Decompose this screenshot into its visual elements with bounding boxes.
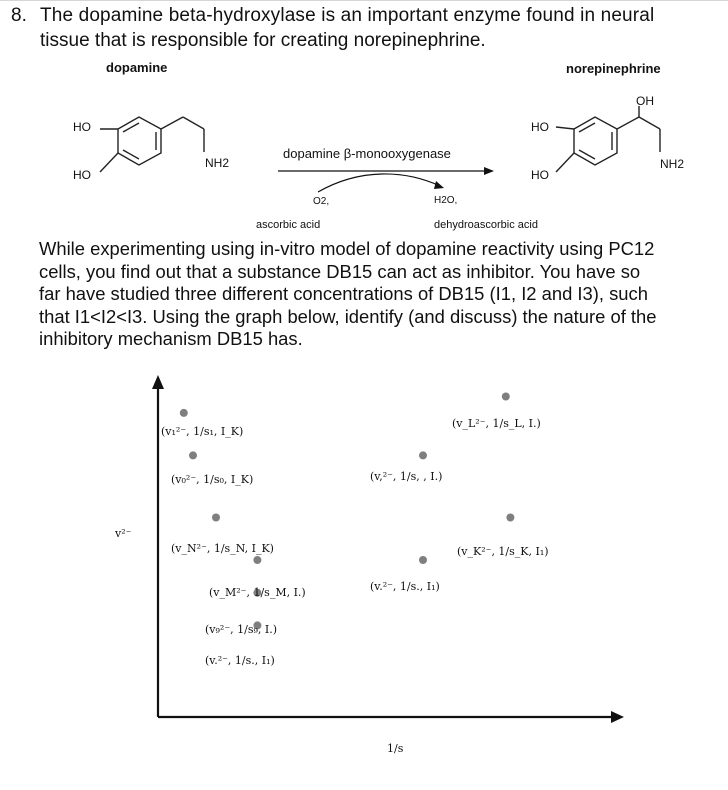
point-label-8: (v,²⁻, 1/s, , I.) xyxy=(370,470,443,483)
data-point-4 xyxy=(253,556,261,564)
y-axis-label: v²⁻ xyxy=(115,527,132,540)
point-label-9: (v_K²⁻, 1/s_K, I₁) xyxy=(457,545,549,558)
paragraph-line-5: inhibitory mechanism DB15 has. xyxy=(39,328,303,349)
data-point-3 xyxy=(212,514,220,522)
paragraph-line-3: far have studied three different concentrations of DB15 (I1, I2 and I3), such xyxy=(39,283,648,304)
norepinephrine-ho-top: HO xyxy=(531,120,549,134)
dopamine-title: dopamine xyxy=(106,60,168,75)
data-point-9 xyxy=(506,514,514,522)
data-point-1 xyxy=(180,409,188,417)
enzyme-label: dopamine β-monooxygenase xyxy=(283,146,451,161)
point-label-3: (v_N²⁻, 1/s_N, I_K) xyxy=(171,542,274,555)
data-point-7 xyxy=(502,393,510,401)
y-axis-arrow xyxy=(152,375,164,389)
point-label-5: (v₉²⁻, 1/s₉, I.) xyxy=(205,623,278,636)
paragraph-line-2: cells, you find out that a substance DB15 can act as inhibitor. You have so xyxy=(39,260,641,282)
point-label-2: (v₀²⁻, 1/s₀, I_K) xyxy=(171,473,254,486)
point-label-1: (v₁²⁻, 1/s₁, I_K) xyxy=(161,425,244,438)
norepinephrine-oh: OH xyxy=(636,94,654,108)
data-point-8 xyxy=(419,451,427,459)
question-line-1: The dopamine beta-hydroxylase is an important enzyme found in neural xyxy=(40,5,655,26)
point-label-10: (v.²⁻, 1/s., I₁) xyxy=(370,580,440,593)
o2-label: O2, xyxy=(313,196,330,207)
norepinephrine-ho-bottom: HO xyxy=(531,168,549,182)
norepinephrine-title: norepinephrine xyxy=(566,61,661,76)
ascorbic-label: ascorbic acid xyxy=(256,219,321,231)
point-label-7: (v_L²⁻, 1/s_L, I.) xyxy=(452,417,541,430)
data-point-2 xyxy=(189,451,197,459)
dopamine-ho-top: HO xyxy=(73,120,91,134)
paragraph-line-4: that I1<I2<I3. Using the graph below, identify (and discuss) the nature of the xyxy=(39,305,657,327)
point-label-6: (v.²⁻, 1/s., I₁) xyxy=(205,654,275,667)
x-axis-arrow xyxy=(611,711,624,723)
paragraph-line-1: While experimenting using in-vitro model of dopamine reactivity using PC12 xyxy=(39,238,655,259)
dehydroascorbic-label: dehydroascorbic acid xyxy=(434,219,538,231)
x-axis-label: 1/s xyxy=(387,742,404,755)
dopamine-ho-bottom: HO xyxy=(73,168,91,182)
dopamine-amine: NH2 xyxy=(205,156,230,170)
question-line-2: tissue that is responsible for creating norepinephrine. xyxy=(40,30,486,51)
norepinephrine-amine: NH2 xyxy=(660,157,685,171)
data-point-10 xyxy=(419,556,427,564)
point-label-4: (v_M²⁻, 1/s_M, I.) xyxy=(209,586,306,599)
h2o-label: H2O, xyxy=(434,195,458,206)
question-number: 8. xyxy=(11,5,27,26)
